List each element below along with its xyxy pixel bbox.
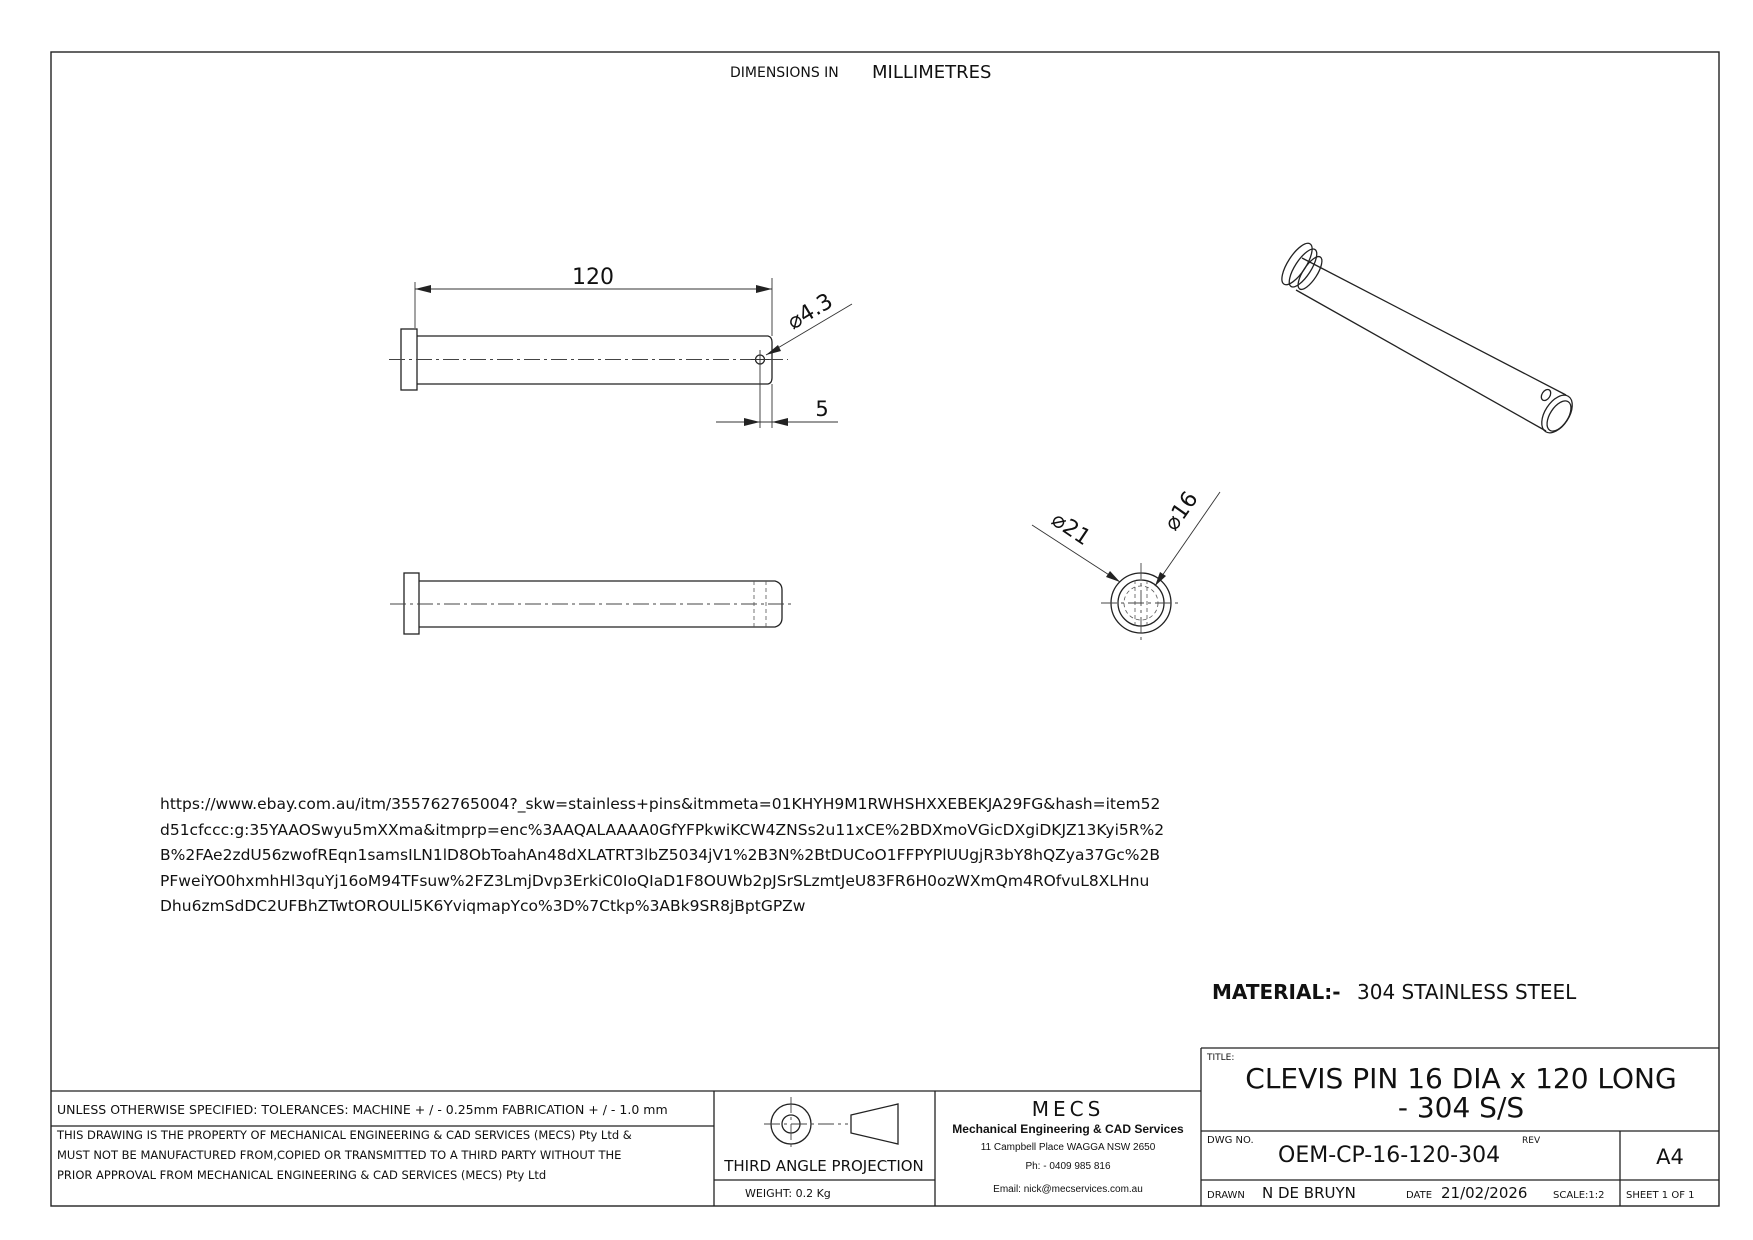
length-dimension [415, 265, 772, 336]
pin-diameter-text: ⌀16 [1159, 487, 1204, 536]
sheet-border [51, 52, 1719, 1206]
hole-offset-dimension [716, 369, 838, 428]
dwg-no-label: DWG NO. [1207, 1135, 1254, 1146]
sheet-number: SHEET 1 OF 1 [1626, 1190, 1695, 1201]
dimensions-unit: MILLIMETRES [872, 62, 992, 83]
property-notice-line-2: MUST NOT BE MANUFACTURED FROM,COPIED OR TRANSMITTED TO A THIRD PARTY WITHOUT THE [57, 1148, 622, 1162]
dwg-number: OEM-CP-16-120-304 [1278, 1143, 1501, 1168]
tolerances-note: UNLESS OTHERWISE SPECIFIED: TOLERANCES: MACHINE + / - 0.25mm FABRICATION + / - 1.0 mm [57, 1102, 668, 1117]
front-view [389, 329, 788, 390]
drawing-title-line-2: - 304 S/S [1397, 1091, 1525, 1124]
head-diameter-dimension [1032, 507, 1120, 582]
weight-label: WEIGHT: 0.2 Kg [745, 1187, 831, 1200]
third-angle-projection-icon [764, 1097, 898, 1151]
reference-url-line: Dhu6zmSdDC2UFBhZTwtOROULl5K6YviqmapYco%3D%7Ctkp%3ABk9SR8jBptGPZw [160, 897, 806, 915]
sheet-size: A4 [1656, 1145, 1684, 1169]
drawing-date: 21/02/2026 [1441, 1184, 1528, 1202]
drawn-by: N DE BRUYN [1262, 1184, 1356, 1202]
hole-offset-text: 5 [815, 397, 829, 421]
reference-url-line: B%2FAe2zdU56zwofREqn1samsILN1lD8ObToahAn48dXLATRT3lbZ5034jV1%2B3N%2BtDUCoO1FFPYPlUUgjR3bY8hQZya37Gc%2B [160, 846, 1160, 864]
reference-url-line: PFweiYO0hxmhHl3quYj16oM94TFsuw%2FZ3LmjDvp3ErkiC0IoQIaD1F8OUWb2pJSrSLzmtJeU83FR6H0ozWXmQm4ROfvuL8XLHnu [160, 871, 1150, 890]
rev-label: REV [1522, 1136, 1541, 1146]
company-email: Email: nick@mecservices.com.au [993, 1184, 1143, 1195]
hole-diameter-text: ⌀4.3 [783, 288, 838, 336]
company-address: 11 Campbell Place WAGGA NSW 2650 [980, 1142, 1156, 1153]
head-diameter-text: ⌀21 [1046, 507, 1095, 552]
top-view [390, 573, 792, 634]
dimensions-label: DIMENSIONS IN [730, 65, 839, 81]
company-logo: MECS [1031, 1097, 1105, 1121]
projection-label: THIRD ANGLE PROJECTION [724, 1157, 924, 1175]
isometric-view [1276, 239, 1578, 438]
property-notice-line-1: THIS DRAWING IS THE PROPERTY OF MECHANICAL ENGINEERING & CAD SERVICES (MECS) Pty Ltd & [57, 1128, 632, 1142]
property-notice-line-3: PRIOR APPROVAL FROM MECHANICAL ENGINEERING & CAD SERVICES (MECS) Pty Ltd [57, 1168, 547, 1182]
pin-diameter-dimension [1155, 487, 1220, 586]
material-label: MATERIAL:- [1212, 980, 1341, 1004]
company-phone: Ph: - 0409 985 816 [1025, 1161, 1111, 1172]
reference-url-line: d51cfccc:g:35YAAOSwyu5mXXma&itmprp=enc%3AAQALAAAA0GfYFPkwiKCW4ZNSs2u11xCE%2BDXmoVGicDXgiDKJZ13Kyi5R%2 [160, 820, 1165, 839]
drawn-label: DRAWN [1207, 1190, 1245, 1201]
material-value: 304 STAINLESS STEEL [1357, 980, 1577, 1004]
reference-url [160, 792, 1260, 920]
company-name: Mechanical Engineering & CAD Services [952, 1122, 1184, 1136]
drawing-title-line-1: CLEVIS PIN 16 DIA x 120 LONG [1245, 1062, 1677, 1095]
reference-url-line: https://www.ebay.com.au/itm/355762765004?_skw=stainless+pins&itmmeta=01KHYH9M1RWHSHXXEBEKJA29FG&hash=item52 [160, 795, 1161, 813]
scale-label: SCALE:1:2 [1553, 1190, 1605, 1201]
length-dimension-text: 120 [572, 265, 614, 290]
hole-diameter-dimension [766, 289, 852, 355]
date-label: DATE [1406, 1190, 1433, 1201]
title-label: TITLE: [1207, 1053, 1235, 1063]
